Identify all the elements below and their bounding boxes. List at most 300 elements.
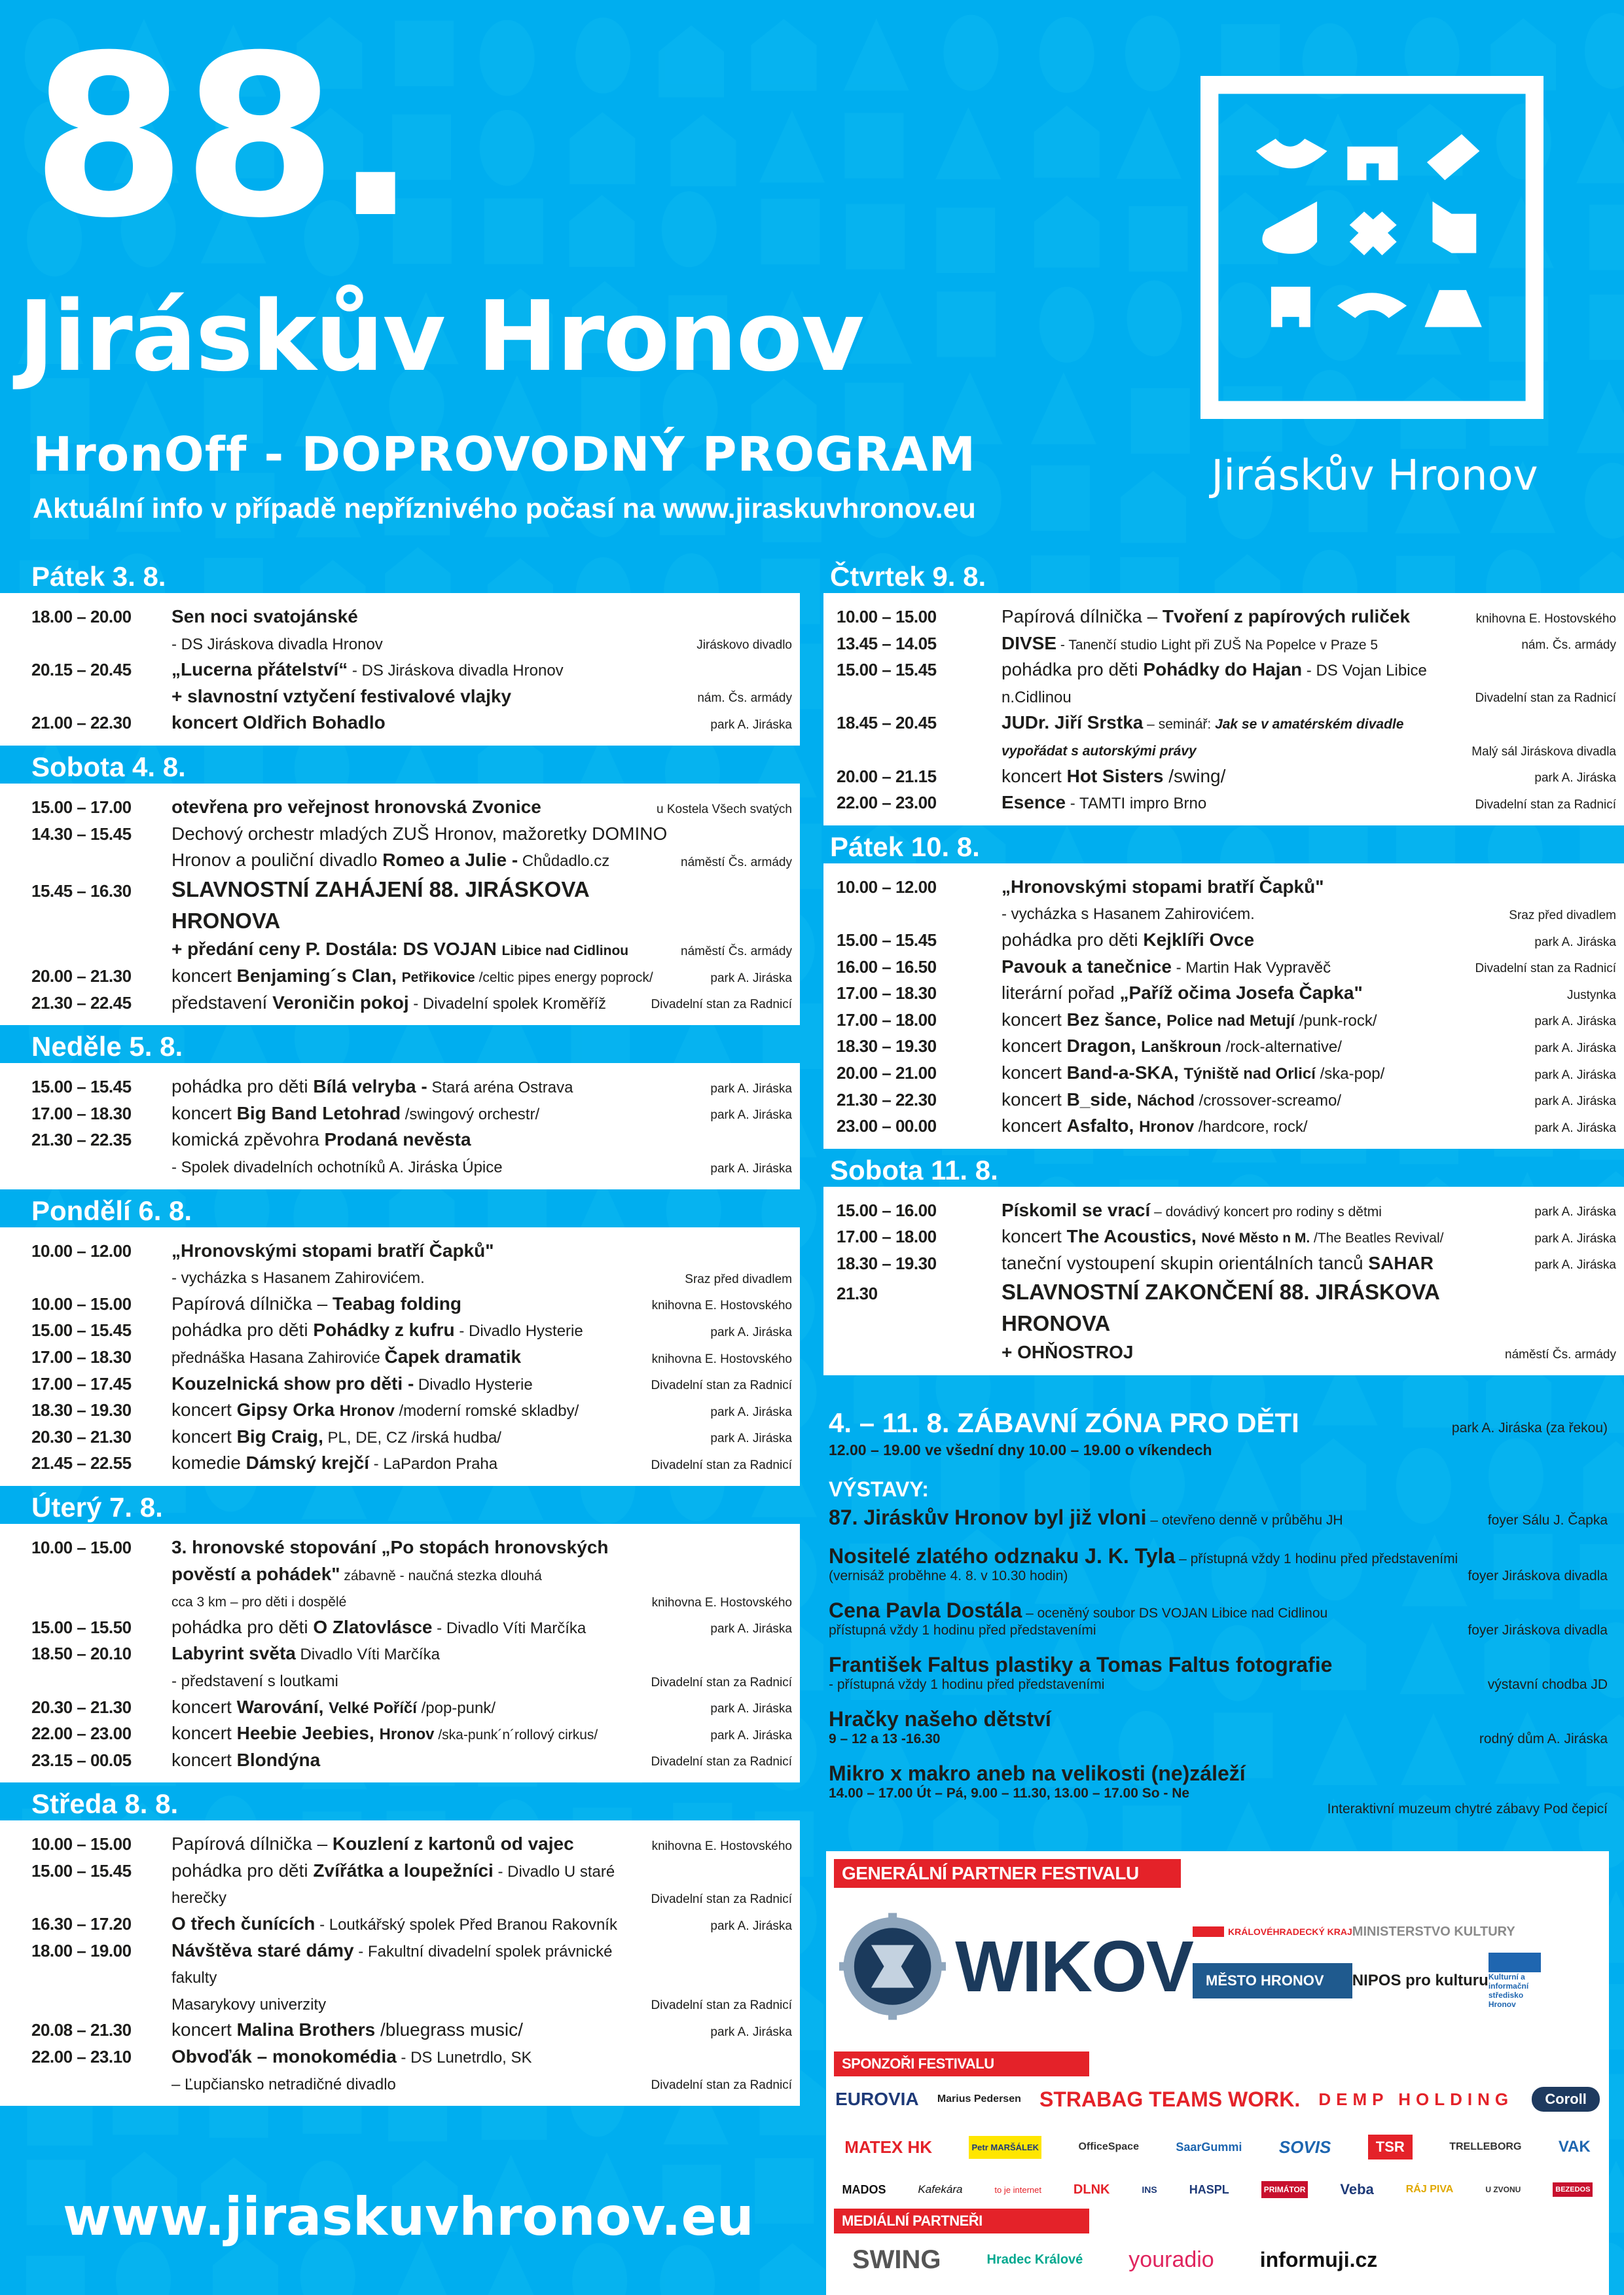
event-detail: Stará aréna Ostrava xyxy=(427,1079,573,1097)
event-detail: Masarykovy univerzity xyxy=(171,1995,327,2014)
partner-logo: BEZEDOS xyxy=(1553,2182,1593,2197)
event-line xyxy=(171,1127,710,1153)
event-title: Veroničin pokoj xyxy=(272,992,409,1013)
exhibition-details: 9 – 12 a 13 -16.30 xyxy=(829,1731,941,1746)
event-line xyxy=(171,936,681,963)
event-title: Pohádky z kufru xyxy=(313,1320,455,1341)
event-detail: koncert xyxy=(171,1723,237,1744)
event-description xyxy=(139,1640,651,1693)
event-detail: pohádka pro děti xyxy=(1001,659,1144,680)
exhibition-venue: foyer Sálu J. Čapka xyxy=(1487,1513,1608,1528)
event-row xyxy=(0,1534,800,1614)
event-title: O třech čunících xyxy=(171,1913,316,1934)
event-row xyxy=(0,1450,800,1477)
partner-logo: DEMP HOLDING xyxy=(1318,2089,1514,2109)
exhibition-note: – oceněný soubor DS VOJAN Libice nad Cidlinou xyxy=(1022,1606,1328,1621)
event-row xyxy=(823,1197,1624,1224)
event-detail: přednáška Hasana Zahiroviće xyxy=(171,1348,385,1367)
event-description xyxy=(962,657,1475,710)
event-description xyxy=(962,980,1567,1007)
event-time: 22.00 – 23.10 xyxy=(31,2047,132,2067)
event-description xyxy=(962,710,1471,763)
event-line xyxy=(171,1100,710,1127)
event-venue: park A. Jiráska xyxy=(710,1622,792,1636)
event-detail: zábavně - naučná stezka dlouhá xyxy=(340,1568,542,1583)
event-venue: park A. Jiráska xyxy=(710,1728,792,1743)
event-row xyxy=(823,630,1624,657)
day-events-box xyxy=(0,1524,800,1782)
exhibition-name: Hračky našeho dětství xyxy=(829,1707,1051,1731)
event-detail: koncert xyxy=(1001,1036,1067,1057)
partner-logo: U ZVONU xyxy=(1485,2185,1521,2194)
event-time: 10.00 – 12.00 xyxy=(837,876,937,897)
event-description xyxy=(139,1694,710,1721)
event-time: 15.00 – 16.00 xyxy=(837,1200,937,1220)
event-title: 3. hronovské stopování „Po stopách hronovských xyxy=(171,1536,609,1557)
logo-caption: Jiráskův Hronov xyxy=(1211,452,1538,500)
event-venue: park A. Jiráska xyxy=(1534,1258,1616,1273)
event-line xyxy=(171,821,681,848)
event-venue: park A. Jiráska xyxy=(1534,1231,1616,1246)
event-title: Tvoření z papírových ruliček xyxy=(1162,606,1411,626)
event-venue: park A. Jiráska xyxy=(710,1108,792,1123)
event-title: O Zlatovlásce xyxy=(313,1616,433,1637)
event-venue: Divadelní stan za Radnicí xyxy=(651,998,792,1012)
event-line xyxy=(1001,900,1509,927)
event-time: 21.30 xyxy=(837,1284,878,1304)
partner-logo: Marius Pedersen xyxy=(937,2093,1021,2105)
event-detail: koncert xyxy=(1001,1062,1067,1083)
event-venue: Divadelní stan za Radnicí xyxy=(651,2078,792,2093)
event-row xyxy=(0,990,800,1017)
event-detail: cca 3 km – pro děti i dospělé xyxy=(171,1595,347,1610)
event-title: Big Band Letohrad xyxy=(236,1102,401,1123)
event-line xyxy=(171,847,681,874)
event-venue: park A. Jiráska xyxy=(710,1432,792,1446)
partner-logo: NIPOS pro kulturu xyxy=(1352,1971,1489,1989)
exhibition-name: Nositelé zlatého odznaku J. K. Tyla xyxy=(829,1544,1176,1568)
event-row xyxy=(823,1060,1624,1087)
event-title: Petřikovice xyxy=(401,970,475,986)
event-detail: SLAVNOSTNÍ ZAHÁJENÍ 88. JIRÁSKOVA HRONOVA xyxy=(171,876,589,933)
event-time: 18.00 – 19.00 xyxy=(31,1940,132,1961)
exhibition-venue: foyer Jiráskova divadla xyxy=(1468,1568,1608,1583)
partner-logo: Kafekára xyxy=(918,2183,963,2196)
event-row xyxy=(823,1007,1624,1034)
event-detail: - DS Lunetrdlo, SK xyxy=(396,2049,532,2067)
event-description xyxy=(962,1033,1534,1060)
event-title: Libice nad Cidlinou xyxy=(501,943,629,959)
event-venue: park A. Jiráska xyxy=(710,1325,792,1339)
event-row xyxy=(0,1747,800,1774)
event-title: Lanškroun xyxy=(1141,1038,1221,1057)
event-detail: /ska-pop/ xyxy=(1315,1064,1385,1083)
event-description xyxy=(139,1127,710,1180)
event-title: otevřena pro veřejnost hronovská Zvonice xyxy=(171,796,541,817)
day-title: Úterý 7. 8. xyxy=(31,1491,163,1523)
event-title: Pavouk a tanečnice xyxy=(1001,956,1172,977)
event-description xyxy=(139,1450,651,1477)
wikov-gear-icon xyxy=(839,1911,946,2022)
event-title: Blondýna xyxy=(236,1749,321,1770)
event-row xyxy=(823,1250,1624,1277)
event-description xyxy=(139,963,710,990)
event-detail: PL, DE, CZ /irská hudba/ xyxy=(323,1428,501,1447)
event-title: The Acoustics, xyxy=(1066,1226,1202,1247)
event-line xyxy=(171,1264,685,1291)
sponsors-row-3 xyxy=(826,2172,1609,2207)
event-description xyxy=(962,1250,1534,1277)
event-line xyxy=(171,990,651,1017)
event-detail: - DS Jiráskova divadla Hronov xyxy=(171,635,383,653)
event-line xyxy=(1001,1197,1534,1224)
event-venue: Sraz před divadlem xyxy=(685,1272,792,1286)
event-venue: park A. Jiráska xyxy=(710,1702,792,1716)
event-description xyxy=(139,1371,651,1398)
event-description xyxy=(139,1614,710,1641)
event-line xyxy=(171,1534,652,1561)
event-time: 16.30 – 17.20 xyxy=(31,1914,132,1934)
event-detail: /hardcore, rock/ xyxy=(1194,1118,1308,1136)
event-title: Kouzlení z kartonů od vajec xyxy=(332,1834,574,1854)
partner-logo: SOVIS xyxy=(1278,2137,1331,2157)
event-line xyxy=(1001,710,1471,736)
partner-logo: TSR xyxy=(1368,2135,1413,2159)
partner-logo: STRABAG TEAMS WORK. xyxy=(1039,2087,1301,2111)
event-title: + předání ceny P. Dostála: DS VOJAN xyxy=(171,939,502,960)
event-time: 20.15 – 20.45 xyxy=(31,660,132,680)
event-row xyxy=(823,1087,1624,1113)
event-time: 15.00 – 15.45 xyxy=(837,930,937,950)
event-row xyxy=(823,657,1624,710)
event-row xyxy=(0,1424,800,1451)
event-time: 20.00 – 21.15 xyxy=(837,766,937,786)
event-line xyxy=(1001,1339,1505,1366)
partner-logo: MINISTERSTVO KULTURY xyxy=(1352,1924,1515,1939)
day-title: Pátek 10. 8. xyxy=(830,831,980,862)
event-row xyxy=(0,1317,800,1344)
event-venue: park A. Jiráska xyxy=(710,1405,792,1419)
event-description xyxy=(962,789,1475,816)
event-row xyxy=(823,874,1624,927)
event-title: Zvířátka a loupežníci xyxy=(313,1860,494,1881)
partner-logo: KRÁLOVÉHRADECKÝ KRAJ xyxy=(1193,1926,1352,1937)
event-detail: - TAMTI impro Brno xyxy=(1066,795,1207,813)
exhibition-item xyxy=(829,1544,1608,1584)
event-venue: park A. Jiráska xyxy=(1534,771,1616,786)
event-title: Esence xyxy=(1001,792,1066,813)
event-venue: knihovna E. Hostovského xyxy=(651,1352,792,1366)
footer-website-link[interactable]: www.jiraskuvhronov.eu xyxy=(63,2186,754,2247)
event-time: 20.08 – 21.30 xyxy=(31,2020,132,2040)
event-title: „Lucerna přátelství“ xyxy=(171,659,348,680)
partner-logo: Hradec Králové xyxy=(986,2252,1083,2267)
event-time: 21.30 – 22.45 xyxy=(31,992,132,1013)
event-venue: náměstí Čs. armády xyxy=(681,855,792,869)
day-events-box xyxy=(0,593,800,746)
event-title: Hronov xyxy=(379,1726,435,1744)
event-description xyxy=(139,1534,652,1614)
partner-logo: informuji.cz xyxy=(1259,2247,1378,2271)
event-venue: Divadelní stan za Radnicí xyxy=(1475,797,1616,812)
event-line xyxy=(171,630,696,657)
event-row xyxy=(823,927,1624,954)
day-events-box xyxy=(823,593,1624,825)
event-row xyxy=(0,1858,800,1911)
event-detail: Papírová dílnička – xyxy=(171,1293,333,1314)
event-description xyxy=(139,1291,652,1318)
event-line xyxy=(171,710,710,736)
partner-logo: VAK xyxy=(1558,2138,1591,2156)
event-row xyxy=(0,1938,800,2017)
event-line xyxy=(171,1317,710,1344)
event-venue: park A. Jiráska xyxy=(710,1919,792,1933)
event-title: Asfalto, xyxy=(1066,1115,1140,1136)
event-description xyxy=(139,1100,710,1127)
event-time: 18.30 – 19.30 xyxy=(837,1036,937,1057)
exhibition-name: František Faltus plastiky a Tomas Faltus fotografie xyxy=(829,1653,1333,1676)
exhibition-item xyxy=(829,1707,1608,1747)
event-detail: - představení s loutkami xyxy=(171,1672,338,1690)
schedule-left-column xyxy=(0,556,800,2106)
event-detail: koncert xyxy=(171,1400,237,1420)
event-title: + OHŇOSTROJ xyxy=(1001,1342,1134,1363)
partner-logo: Kulturní a informační středisko Hronov xyxy=(1489,1953,1541,2009)
event-line xyxy=(1001,954,1475,981)
event-title: Bez šance, xyxy=(1066,1009,1167,1030)
event-venue: knihovna E. Hostovského xyxy=(651,1595,792,1610)
event-detail: Chůdadlo.cz xyxy=(518,852,610,871)
exhibition-item xyxy=(829,1653,1608,1693)
event-description xyxy=(139,794,657,821)
event-detail: /bluegrass music/ xyxy=(375,2019,523,2040)
event-row xyxy=(823,1033,1624,1060)
day-title: Sobota 4. 8. xyxy=(31,751,186,782)
exhibition-details: - přístupná vždy 1 hodinu před představeními xyxy=(829,1677,1105,1692)
event-line xyxy=(171,1561,652,1588)
event-time: 23.15 – 00.05 xyxy=(31,1750,132,1770)
partner-logo: MATEX HK xyxy=(844,2137,933,2157)
event-title: pověstí a pohádek" xyxy=(171,1563,340,1584)
partner-logo: youradio xyxy=(1128,2247,1214,2272)
event-description xyxy=(139,1317,710,1344)
kids-zone-title: 4. – 11. 8. ZÁBAVNÍ ZÓNA PRO DĚTI xyxy=(829,1407,1299,1438)
exhibitions-title: VÝSTAVY: xyxy=(829,1477,929,1501)
partner-logo: PRIMÁTOR xyxy=(1261,2181,1308,2198)
event-detail: /rock-alternative/ xyxy=(1221,1038,1342,1057)
event-line xyxy=(171,1720,710,1747)
event-time: 17.00 – 18.00 xyxy=(837,1227,937,1247)
exhibition-name: 87. Jiráskův Hronov byl již vloni xyxy=(829,1506,1147,1529)
event-venue: nám. Čs. armády xyxy=(1521,638,1616,653)
event-line xyxy=(1001,657,1475,710)
event-detail: pohádka pro děti xyxy=(171,1860,314,1881)
event-time: 10.00 – 12.00 xyxy=(31,1240,132,1261)
exhibition-item xyxy=(829,1506,1608,1530)
event-title: Romeo a Julie - xyxy=(382,850,518,871)
event-title: Warování, xyxy=(236,1696,329,1717)
sponsors-row-1 xyxy=(826,2076,1609,2122)
partner-logo: RÁJ PIVA xyxy=(1405,2184,1454,2195)
event-line xyxy=(171,1424,710,1451)
event-line xyxy=(1001,1087,1534,1113)
event-detail: - Martin Hak Vypravěč xyxy=(1171,958,1331,977)
event-detail: komická zpěvohra xyxy=(171,1129,325,1150)
kids-zone-header xyxy=(829,1407,1608,1439)
event-title: Heebie Jeebies, xyxy=(236,1723,380,1744)
event-venue: park A. Jiráska xyxy=(1534,1094,1616,1109)
event-venue: park A. Jiráska xyxy=(1534,1205,1616,1220)
event-venue: park A. Jiráska xyxy=(710,2025,792,2040)
event-line xyxy=(171,1614,710,1641)
event-row xyxy=(823,1223,1624,1250)
event-venue: Divadelní stan za Radnicí xyxy=(651,1675,792,1690)
event-detail: pohádka pro děti xyxy=(171,1320,314,1341)
event-line xyxy=(171,1371,651,1398)
day-block xyxy=(0,1191,800,1486)
exhibition-name: Mikro x makro aneb na velikosti (ne)záleží xyxy=(829,1762,1246,1785)
event-time: 21.45 – 22.55 xyxy=(31,1453,132,1473)
day-events-box xyxy=(0,1063,800,1189)
event-description xyxy=(962,630,1521,657)
event-row xyxy=(0,874,800,963)
event-time: 18.30 – 19.30 xyxy=(837,1253,937,1273)
event-detail: – Ľupčiansko netradičné divadlo xyxy=(171,2075,396,2093)
event-time: 18.30 – 19.30 xyxy=(31,1400,132,1420)
event-description xyxy=(139,1238,685,1291)
event-description xyxy=(962,1223,1534,1250)
exhibition-venue: foyer Jiráskova divadla xyxy=(1468,1623,1608,1638)
day-block xyxy=(0,556,800,746)
event-venue: knihovna E. Hostovského xyxy=(651,1839,792,1853)
event-description xyxy=(962,1007,1534,1034)
event-title: Sen noci svatojánské xyxy=(171,606,358,626)
event-time: 15.00 – 15.45 xyxy=(31,1320,132,1341)
event-row xyxy=(0,1127,800,1180)
event-time: 18.45 – 20.45 xyxy=(837,713,937,733)
exhibition-note: – přístupná vždy 1 hodinu před představeními xyxy=(1175,1551,1458,1566)
partner-logo: Veba xyxy=(1340,2181,1374,2197)
event-title: koncert Oldřich Bohadlo xyxy=(171,712,386,733)
event-line xyxy=(1001,789,1475,816)
partner-logo: MADOS xyxy=(842,2182,886,2196)
event-venue: Sraz před divadlem xyxy=(1509,908,1616,922)
event-description xyxy=(962,954,1475,981)
event-detail: - Loutkářský spolek Před Branou Rakovník xyxy=(315,1916,617,1934)
event-time: 21.00 – 22.30 xyxy=(31,713,132,733)
event-detail: - vycházka s Hasanem Zahirovićem. xyxy=(171,1269,425,1288)
event-detail: /swingový orchestr/ xyxy=(401,1105,540,1123)
day-title: Čtvrtek 9. 8. xyxy=(830,561,986,592)
event-row xyxy=(823,763,1624,790)
event-line xyxy=(171,1747,651,1774)
event-line xyxy=(171,1397,710,1424)
event-line xyxy=(1001,763,1534,790)
event-detail: - LaPardon Praha xyxy=(369,1455,498,1473)
event-line xyxy=(1001,736,1471,763)
event-detail: /crossover-screamo/ xyxy=(1195,1091,1342,1110)
partner-logo: to je internet xyxy=(994,2184,1041,2195)
event-line xyxy=(1001,604,1476,630)
day-title: Středa 8. 8. xyxy=(31,1788,179,1820)
event-line xyxy=(1001,1060,1534,1087)
institution-logos xyxy=(1193,1925,1609,2009)
event-venue: náměstí Čs. armády xyxy=(1505,1347,1616,1362)
event-description xyxy=(962,927,1534,954)
event-time: 15.45 – 16.30 xyxy=(31,880,132,901)
event-detail: - Divadelní spolek Kroměříž xyxy=(408,994,607,1013)
event-line xyxy=(171,963,710,990)
event-description xyxy=(139,1938,651,2017)
event-detail: – dovádivý koncert pro rodiny s dětmi xyxy=(1150,1204,1382,1220)
festival-title: Jiráskův Hronov xyxy=(18,280,863,393)
event-title: Pohádky do Hajan xyxy=(1143,659,1303,680)
event-line xyxy=(171,1938,651,1991)
event-venue: knihovna E. Hostovského xyxy=(1475,611,1616,626)
day-title: Neděle 5. 8. xyxy=(31,1031,183,1062)
event-description xyxy=(962,604,1476,630)
event-title: „Hronovskými stopami bratří Čapků" xyxy=(1001,876,1324,897)
kids-zone-and-exhibitions xyxy=(829,1407,1608,1817)
event-row xyxy=(0,1911,800,1938)
event-detail: pohádka pro děti xyxy=(171,1076,314,1097)
day-events-box xyxy=(823,1187,1624,1375)
event-detail: /ska-punk´n´rollový cirkus/ xyxy=(434,1727,598,1743)
event-venue: náměstí Čs. armády xyxy=(681,945,792,959)
event-title: Čapek dramatik xyxy=(384,1346,522,1367)
day-block xyxy=(0,1784,800,2106)
event-venue: park A. Jiráska xyxy=(710,971,792,985)
event-row xyxy=(0,1100,800,1127)
event-time: 21.30 – 22.35 xyxy=(31,1130,132,1150)
event-line xyxy=(171,2070,651,2097)
event-detail: - Fakultní divadelní spolek právnické fakulty xyxy=(171,1942,613,1987)
schedule-right-column xyxy=(823,556,1624,1375)
exhibition-item xyxy=(829,1762,1608,1817)
partner-logo: EUROVIA xyxy=(835,2089,919,2109)
exhibition-details: přístupná vždy 1 hodinu před představeními xyxy=(829,1623,1096,1638)
event-description xyxy=(139,1074,710,1100)
event-title: Dragon, xyxy=(1066,1036,1142,1057)
event-venue: park A. Jiráska xyxy=(710,1081,792,1096)
event-detail: – seminář: xyxy=(1143,717,1216,732)
event-row xyxy=(0,1614,800,1641)
exhibition-details: (vernisáž proběhne 4. 8. v 10.30 hodin) xyxy=(829,1568,1068,1583)
event-title: Malina Brothers xyxy=(236,2019,376,2040)
event-line xyxy=(171,794,657,821)
event-description xyxy=(962,763,1534,790)
event-title: Hot Sisters xyxy=(1066,765,1164,786)
event-description xyxy=(962,1060,1534,1087)
event-row xyxy=(0,2044,800,2097)
event-line xyxy=(171,683,697,710)
exhibition-note: – otevřeno denně v průběhu JH xyxy=(1146,1513,1343,1528)
event-detail: koncert xyxy=(171,1696,237,1717)
event-line xyxy=(1001,1250,1534,1277)
event-title: „Paříž očima Josefa Čapka" xyxy=(1119,983,1363,1003)
event-line xyxy=(171,874,681,937)
event-venue: park A. Jiráska xyxy=(1534,1015,1616,1029)
event-time: 10.00 – 15.00 xyxy=(31,1834,132,1854)
event-row xyxy=(823,789,1624,816)
event-description xyxy=(139,1911,710,1938)
event-row xyxy=(0,1371,800,1398)
exhibition-venue: rodný dům A. Jiráska xyxy=(1479,1731,1608,1746)
event-detail: koncert xyxy=(1001,1115,1067,1136)
event-line xyxy=(171,2044,651,2070)
event-time: 17.00 – 18.30 xyxy=(31,1103,132,1123)
event-title: Jak se v amatérském divadle xyxy=(1215,717,1404,732)
